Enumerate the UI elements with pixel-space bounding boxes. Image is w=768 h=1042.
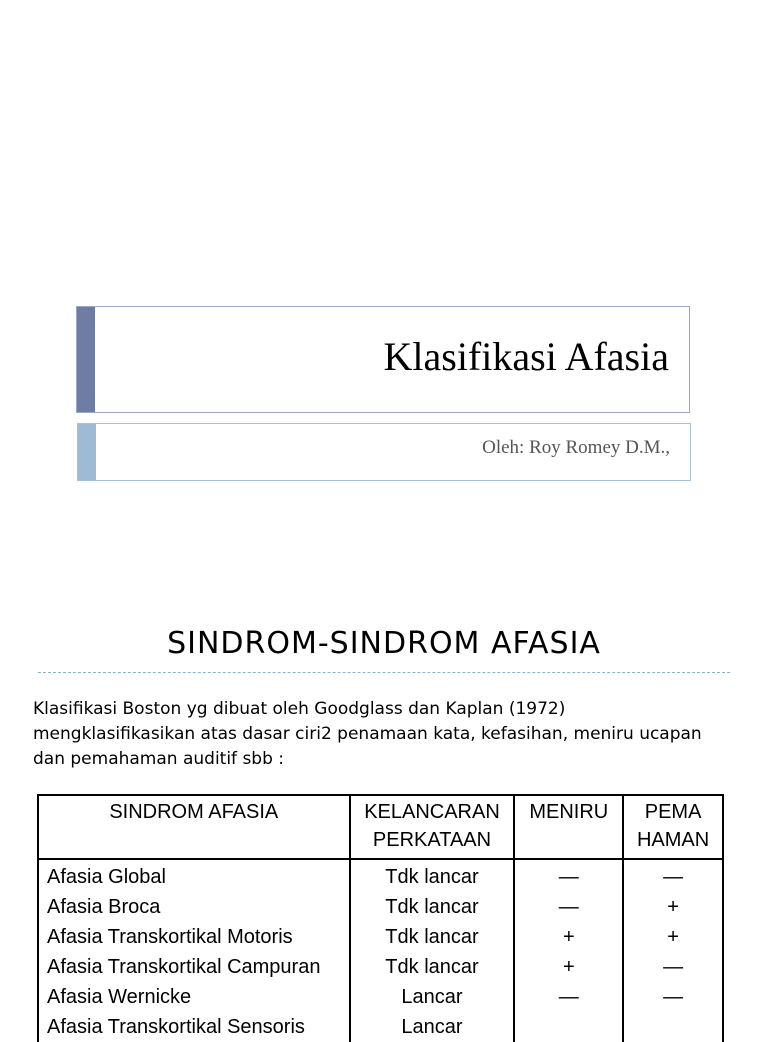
cell-comprehension: + <box>623 892 723 922</box>
cell-comprehension: + <box>623 922 723 952</box>
cell-fluency: Tdk lancar <box>350 952 515 982</box>
header-repetition: MENIRU <box>514 795 623 859</box>
cell-repetition: — <box>514 982 623 1012</box>
header-syndrome: SINDROM AFASIA <box>38 795 350 859</box>
cell-syndrome: Afasia Broca <box>38 892 350 922</box>
cell-comprehension: — <box>623 982 723 1012</box>
title-box <box>76 306 690 413</box>
slide-subtitle: Oleh: Roy Romey D.M., <box>482 437 670 458</box>
cell-fluency: Tdk lancar <box>350 922 515 952</box>
cell-syndrome: Afasia Global <box>38 859 350 892</box>
intro-line: dan pemahaman auditif sbb : <box>33 749 285 769</box>
cell-syndrome: Afasia Transkortikal Sensoris <box>38 1012 350 1042</box>
table-row <box>38 892 723 922</box>
table-row <box>38 952 723 982</box>
intro-paragraph <box>33 697 733 772</box>
heading-divider <box>38 672 730 673</box>
table-row <box>38 1012 723 1042</box>
cell-repetition: + <box>514 922 623 952</box>
cell-comprehension: — <box>623 859 723 892</box>
table-row <box>38 982 723 1012</box>
cell-fluency: Tdk lancar <box>350 859 515 892</box>
intro-line: mengklasifikasikan atas dasar ciri2 penamaan kata, kefasihan, meniru ucapan <box>33 724 702 744</box>
cell-syndrome: Afasia Transkortikal Motoris <box>38 922 350 952</box>
subtitle-accent-bar <box>78 424 96 480</box>
table-row <box>38 859 723 892</box>
cell-fluency: Lancar <box>350 982 515 1012</box>
cell-syndrome: Afasia Wernicke <box>38 982 350 1012</box>
table-header-row <box>38 795 723 859</box>
intro-line: Klasifikasi Boston yg dibuat oleh Goodglass dan Kaplan (1972) <box>33 699 566 719</box>
cell-repetition: + <box>514 952 623 982</box>
cell-comprehension <box>623 1012 723 1042</box>
header-fluency: KELANCARAN PERKATAAN <box>350 795 515 859</box>
table-row <box>38 922 723 952</box>
subtitle-box <box>77 423 691 481</box>
cell-comprehension: — <box>623 952 723 982</box>
aphasia-table <box>37 794 724 1042</box>
cell-repetition: — <box>514 859 623 892</box>
cell-repetition: — <box>514 892 623 922</box>
slide-title: Klasifikasi Afasia <box>383 334 669 379</box>
section-heading: SINDROM-SINDROM AFASIA <box>167 626 601 661</box>
cell-fluency: Tdk lancar <box>350 892 515 922</box>
title-accent-bar <box>77 307 95 412</box>
cell-fluency: Lancar <box>350 1012 515 1042</box>
cell-syndrome: Afasia Transkortikal Campuran <box>38 952 350 982</box>
header-comprehension: PEMA HAMAN <box>623 795 723 859</box>
cell-repetition <box>514 1012 623 1042</box>
